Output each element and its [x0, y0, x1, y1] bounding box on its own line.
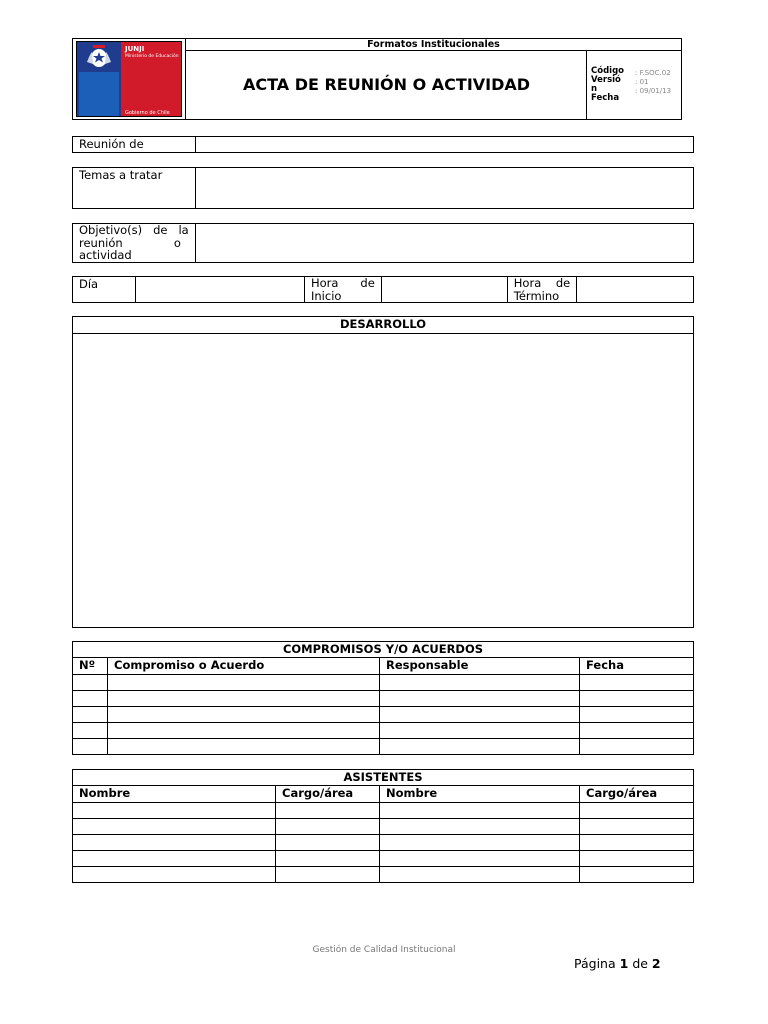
cell[interactable] [580, 675, 694, 691]
compromisos-table [72, 641, 694, 755]
hora-termino-field[interactable] [577, 277, 694, 303]
table-row [73, 707, 694, 723]
table-row [73, 803, 694, 819]
reunion-field[interactable] [196, 137, 694, 153]
cell[interactable] [276, 819, 380, 835]
hora-termino-label [507, 277, 576, 303]
cell[interactable] [108, 691, 380, 707]
cell[interactable] [380, 803, 580, 819]
desarrollo-field[interactable] [73, 334, 694, 628]
cell[interactable] [380, 819, 580, 835]
objetivo-field[interactable] [196, 224, 694, 263]
hora-termino-line-1: Hora de [513, 276, 571, 290]
cell[interactable] [380, 707, 580, 723]
cell[interactable] [108, 723, 380, 739]
temas-label: Temas a tratar [73, 168, 196, 209]
codigo-label: Código [591, 66, 624, 76]
document-code-box [586, 50, 681, 119]
logo-government-text: Gobierno de Chile [125, 110, 170, 116]
document-header [72, 38, 682, 120]
footer-text: Gestión de Calidad Institucional [312, 945, 456, 955]
table-row [73, 835, 694, 851]
cell[interactable] [108, 675, 380, 691]
table-row [73, 739, 694, 755]
objetivo-label [73, 224, 196, 263]
table-row [73, 819, 694, 835]
cell[interactable] [580, 707, 694, 723]
cell[interactable] [73, 675, 108, 691]
page-current: 1 [619, 956, 629, 971]
cell[interactable] [580, 723, 694, 739]
cell[interactable] [380, 867, 580, 883]
table-row [73, 851, 694, 867]
asistentes-col-cargo-1: Cargo/área [276, 786, 380, 803]
cell[interactable] [276, 803, 380, 819]
cell[interactable] [580, 691, 694, 707]
cell[interactable] [276, 835, 380, 851]
objetivo-table [72, 223, 694, 263]
page-total: 2 [651, 956, 661, 971]
cell[interactable] [580, 819, 694, 835]
cell[interactable] [380, 851, 580, 867]
objetivo-label-line-2: reunión o [79, 235, 181, 250]
compromisos-col-acuerdo: Compromiso o Acuerdo [108, 658, 380, 675]
hora-inicio-line-2: Inicio [311, 288, 342, 303]
hora-inicio-field[interactable] [381, 277, 507, 303]
cell[interactable] [580, 803, 694, 819]
cell[interactable] [108, 739, 380, 755]
reunion-label: Reunión de [73, 137, 196, 153]
asistentes-col-cargo-2: Cargo/área [580, 786, 694, 803]
asistentes-col-nombre-1: Nombre [73, 786, 276, 803]
desarrollo-title: DESARROLLO [73, 317, 694, 334]
cell[interactable] [276, 851, 380, 867]
page-indicator [574, 956, 661, 971]
cell[interactable] [276, 867, 380, 883]
cell[interactable] [73, 707, 108, 723]
table-row [73, 691, 694, 707]
hora-inicio-label [305, 277, 382, 303]
compromisos-title: COMPROMISOS Y/O ACUERDOS [73, 642, 694, 658]
compromisos-col-num: Nº [73, 658, 108, 675]
fecha-label: Fecha [591, 93, 620, 103]
cell[interactable] [580, 867, 694, 883]
chile-crest-icon [84, 44, 114, 70]
cell[interactable] [108, 707, 380, 723]
asistentes-table [72, 769, 694, 883]
temas-field[interactable] [196, 168, 694, 209]
cell[interactable] [73, 803, 276, 819]
cell[interactable] [380, 691, 580, 707]
cell[interactable] [580, 835, 694, 851]
cell[interactable] [73, 835, 276, 851]
cell[interactable] [380, 723, 580, 739]
version-value: : 01 [635, 78, 649, 86]
reunion-table [72, 136, 694, 153]
table-row [73, 675, 694, 691]
cell[interactable] [380, 835, 580, 851]
compromisos-col-responsable: Responsable [380, 658, 580, 675]
cell[interactable] [73, 691, 108, 707]
fecha-hora-table [72, 276, 694, 303]
junji-logo [76, 41, 182, 117]
cell[interactable] [73, 867, 276, 883]
page-title-text: ACTA DE REUNIÓN O ACTIVIDAD [242, 75, 531, 94]
logo-org-text: JUNJI [125, 45, 145, 53]
desarrollo-table [72, 316, 694, 628]
page-title [185, 50, 587, 119]
cell[interactable] [380, 739, 580, 755]
table-row [73, 867, 694, 883]
asistentes-title: ASISTENTES [73, 770, 694, 786]
dia-field[interactable] [136, 277, 305, 303]
cell[interactable] [73, 723, 108, 739]
dia-label: Día [73, 277, 136, 303]
logo-blue-bar [79, 72, 119, 116]
compromisos-col-fecha: Fecha [580, 658, 694, 675]
logo-ministry-text: Ministerio de Educación [125, 54, 179, 59]
cell[interactable] [580, 739, 694, 755]
cell[interactable] [73, 739, 108, 755]
table-row [73, 723, 694, 739]
hora-termino-line-2: Término [513, 288, 560, 303]
temas-table [72, 167, 694, 209]
cell[interactable] [580, 851, 694, 867]
objetivo-label-line-3: actividad [79, 248, 132, 262]
codigo-value: : F.SOC.02 [635, 69, 671, 77]
asistentes-col-nombre-2: Nombre [380, 786, 580, 803]
cell[interactable] [73, 819, 276, 835]
page-word: Página [574, 956, 616, 971]
objetivo-label-line-1: Objetivo(s) de la [79, 223, 189, 237]
version-label: Versió [591, 75, 621, 85]
cell[interactable] [380, 675, 580, 691]
fecha-value: : 09/01/13 [635, 87, 672, 95]
page-of: de [632, 956, 648, 971]
version-label-cont: n [591, 84, 598, 94]
hora-inicio-line-1: Hora de [311, 276, 375, 290]
header-top-line: Formatos Institucionales [185, 39, 681, 51]
cell[interactable] [73, 851, 276, 867]
